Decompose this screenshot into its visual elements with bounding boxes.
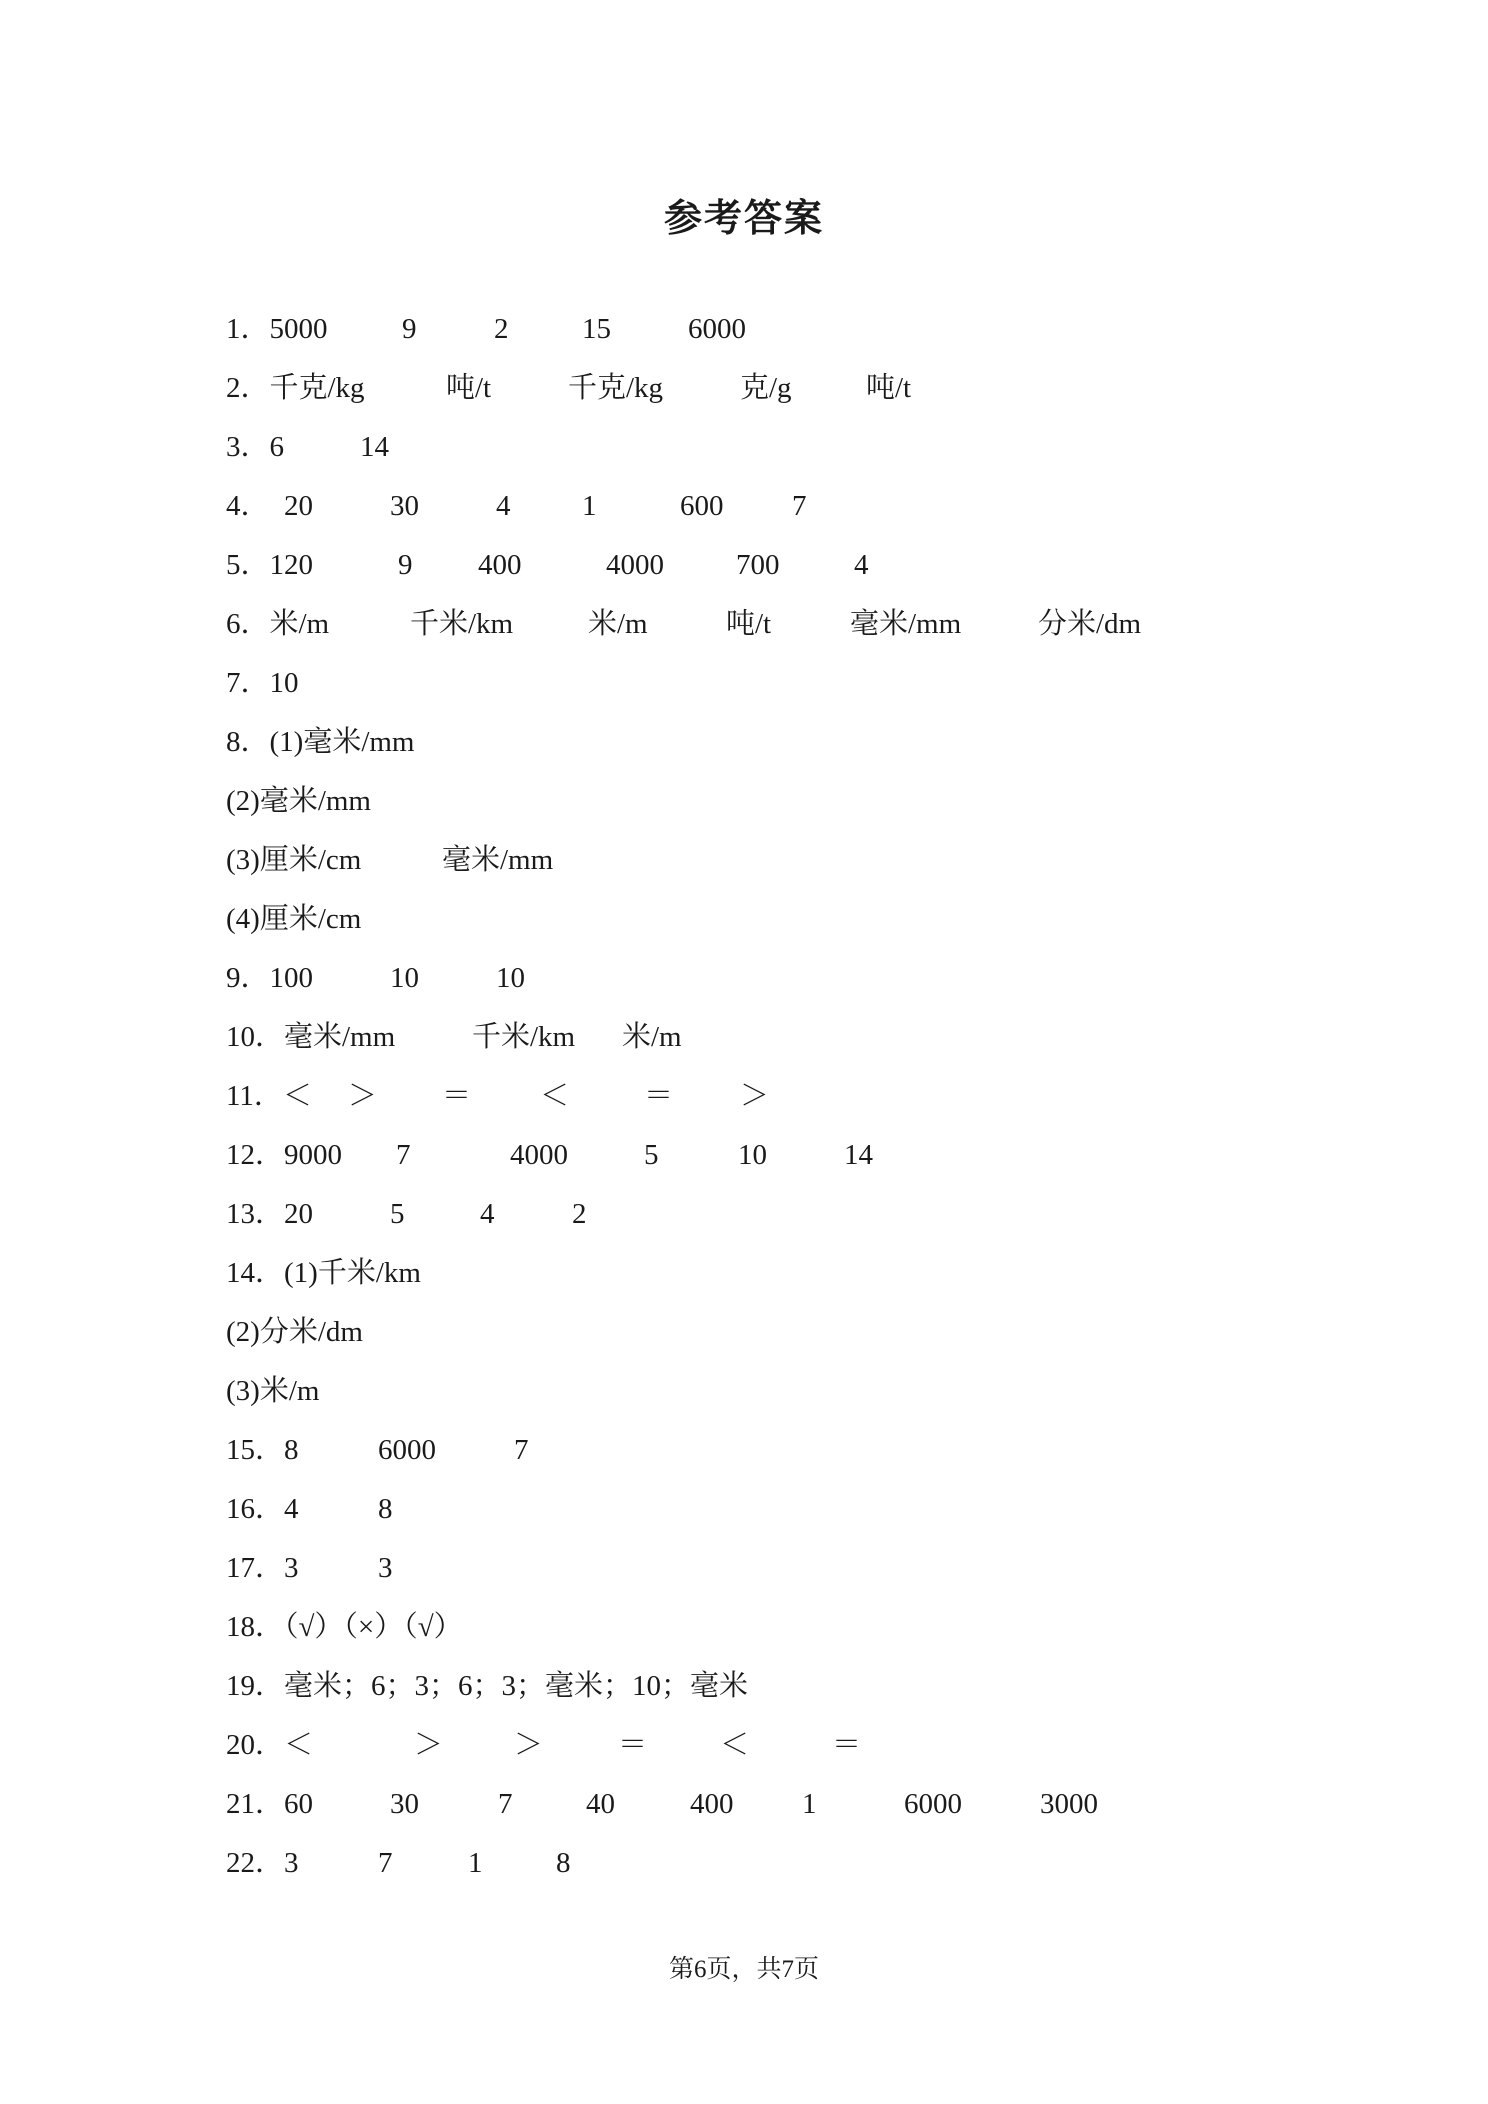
answer-value: 600 bbox=[680, 490, 724, 522]
answer-line bbox=[226, 1539, 1326, 1598]
answer-value: 4 bbox=[480, 1198, 495, 1230]
answer-line bbox=[226, 1480, 1326, 1539]
answer-line bbox=[226, 1126, 1326, 1185]
answer-value: 9 bbox=[398, 549, 413, 581]
answer-value: 2 bbox=[572, 1198, 587, 1230]
answer-value: 7 bbox=[792, 490, 807, 522]
answer-value: 6000 bbox=[904, 1788, 962, 1820]
answer-number: 8．(1)毫米/mm bbox=[226, 726, 415, 758]
answer-value: ＞ bbox=[348, 1080, 378, 1112]
answer-value: 2 bbox=[494, 313, 509, 345]
answer-number: 15．8 bbox=[226, 1434, 299, 1466]
answer-value: ＜ bbox=[720, 1729, 750, 1761]
answer-value: 400 bbox=[690, 1788, 734, 1820]
answer-value: 10 bbox=[390, 962, 419, 994]
answer-value: 5 bbox=[390, 1198, 405, 1230]
page-title: 参考答案 bbox=[663, 196, 824, 240]
answer-number: 20．＜ bbox=[226, 1729, 314, 1761]
answer-value: 4 bbox=[496, 490, 511, 522]
answer-number: 3．6 bbox=[226, 431, 285, 463]
answer-value: ＞ bbox=[414, 1729, 444, 1761]
answer-value: 10 bbox=[496, 962, 525, 994]
answer-line bbox=[226, 536, 1326, 595]
answer-number: (2)分米/dm bbox=[226, 1316, 363, 1348]
answer-line bbox=[226, 1244, 1326, 1303]
answer-value: 米/m bbox=[588, 608, 648, 640]
answer-value: 克/g bbox=[740, 372, 792, 404]
answer-number: 13．20 bbox=[226, 1198, 314, 1230]
answer-value: 3 bbox=[378, 1552, 393, 1584]
answer-line bbox=[226, 1598, 1326, 1657]
answer-number: 19．毫米；6；3；6；3；毫米；10；毫米 bbox=[226, 1670, 749, 1702]
answer-line bbox=[226, 1067, 1326, 1126]
answer-line bbox=[226, 713, 1326, 772]
answer-line bbox=[226, 1421, 1326, 1480]
answer-value: 分米/dm bbox=[1038, 608, 1142, 640]
answer-line bbox=[226, 1657, 1326, 1716]
answer-value: 10 bbox=[738, 1139, 767, 1171]
answer-value: 30 bbox=[390, 1788, 419, 1820]
answer-line bbox=[226, 654, 1326, 713]
answer-value: 毫米/mm bbox=[442, 844, 554, 876]
answer-number: 11．＜ bbox=[226, 1080, 312, 1112]
answer-list bbox=[226, 300, 1326, 1893]
answer-value: ＝ bbox=[618, 1729, 648, 1761]
answer-value: ＞ bbox=[514, 1729, 544, 1761]
answer-value: 7 bbox=[396, 1139, 411, 1171]
answer-number: 1．5000 bbox=[226, 313, 328, 345]
answer-value: 吨/t bbox=[866, 372, 912, 404]
answer-number: (3)米/m bbox=[226, 1375, 320, 1407]
answer-value: 30 bbox=[390, 490, 419, 522]
answer-value: 700 bbox=[736, 549, 780, 581]
answer-value: 6000 bbox=[378, 1434, 436, 1466]
answer-value: 8 bbox=[378, 1493, 393, 1525]
answer-number: 21．60 bbox=[226, 1788, 314, 1820]
answer-number: 4． 20 bbox=[226, 490, 314, 522]
answer-value: ＝ bbox=[832, 1729, 862, 1761]
answer-line bbox=[226, 1008, 1326, 1067]
answer-value: 9 bbox=[402, 313, 417, 345]
answer-line bbox=[226, 1303, 1326, 1362]
answer-number: 6．米/m bbox=[226, 608, 330, 640]
answer-number: 18．（√）（×）（√） bbox=[226, 1611, 463, 1643]
answer-value: 5 bbox=[644, 1139, 659, 1171]
answer-line bbox=[226, 359, 1326, 418]
answer-line bbox=[226, 300, 1326, 359]
answer-value: 8 bbox=[556, 1847, 571, 1879]
answer-number: 16．4 bbox=[226, 1493, 299, 1525]
answer-value: 吨/t bbox=[446, 372, 492, 404]
answer-line bbox=[226, 1362, 1326, 1421]
answer-line bbox=[226, 1775, 1326, 1834]
answer-value: 1 bbox=[802, 1788, 817, 1820]
answer-value: 7 bbox=[514, 1434, 529, 1466]
answer-value: ＞ bbox=[740, 1080, 770, 1112]
answer-line bbox=[226, 595, 1326, 654]
answer-number: 2．千克/kg bbox=[226, 372, 365, 404]
answer-value: 6000 bbox=[688, 313, 746, 345]
answer-value: 14 bbox=[844, 1139, 873, 1171]
answer-value: 4 bbox=[854, 549, 869, 581]
answer-line bbox=[226, 949, 1326, 1008]
answer-number: 17．3 bbox=[226, 1552, 299, 1584]
answer-number: (4)厘米/cm bbox=[226, 903, 362, 935]
answer-number: 9．100 bbox=[226, 962, 314, 994]
answer-value: 吨/t bbox=[726, 608, 772, 640]
answer-value: ＝ bbox=[644, 1080, 674, 1112]
answer-value: 7 bbox=[498, 1788, 513, 1820]
answer-line bbox=[226, 772, 1326, 831]
answer-line bbox=[226, 1185, 1326, 1244]
answer-number: (3)厘米/cm bbox=[226, 844, 362, 876]
answer-line bbox=[226, 477, 1326, 536]
answer-value: 400 bbox=[478, 549, 522, 581]
answer-number: 10．毫米/mm bbox=[226, 1021, 396, 1053]
answer-value: ＝ bbox=[442, 1080, 472, 1112]
answer-number: 5．120 bbox=[226, 549, 314, 581]
answer-value: 1 bbox=[582, 490, 597, 522]
answer-number: 14．(1)千米/km bbox=[226, 1257, 421, 1289]
answer-value: 15 bbox=[582, 313, 611, 345]
answer-value: 7 bbox=[378, 1847, 393, 1879]
answer-value: 40 bbox=[586, 1788, 615, 1820]
answer-line bbox=[226, 1716, 1326, 1775]
answer-number: 22．3 bbox=[226, 1847, 299, 1879]
answer-value: 1 bbox=[468, 1847, 483, 1879]
page-footer: 第6页，共7页 bbox=[668, 1956, 819, 1983]
answer-value: 千米/km bbox=[410, 608, 514, 640]
answer-line bbox=[226, 1834, 1326, 1893]
answer-line bbox=[226, 418, 1326, 477]
answer-value: 4000 bbox=[606, 549, 664, 581]
answer-value: 米/m bbox=[622, 1021, 682, 1053]
answer-value: 千克/kg bbox=[568, 372, 664, 404]
answer-value: ＜ bbox=[540, 1080, 570, 1112]
answer-value: 4000 bbox=[510, 1139, 568, 1171]
answer-value: 3000 bbox=[1040, 1788, 1098, 1820]
answer-line bbox=[226, 831, 1326, 890]
answer-number: (2)毫米/mm bbox=[226, 785, 371, 817]
answer-value: 14 bbox=[360, 431, 389, 463]
answer-value: 毫米/mm bbox=[850, 608, 962, 640]
answer-number: 12．9000 bbox=[226, 1139, 343, 1171]
answer-line bbox=[226, 890, 1326, 949]
answer-value: 千米/km bbox=[472, 1021, 576, 1053]
answer-number: 7．10 bbox=[226, 667, 299, 699]
